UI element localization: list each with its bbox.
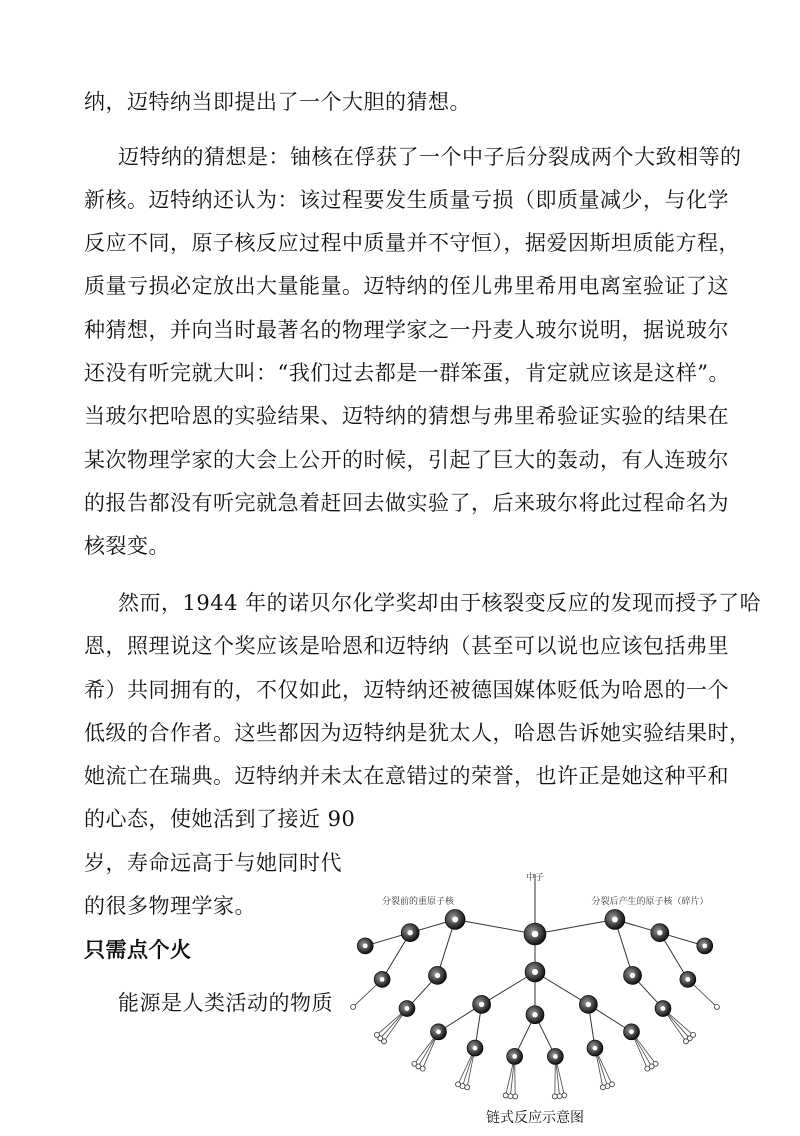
paragraph-line: 还没有听完就大叫：“我们过去都是一群笨蛋，肯定就应该是这样”。 <box>84 361 730 385</box>
paragraph-line: 她流亡在瑞典。迈特纳并未太在意错过的荣誉，也许正是她这种平和 <box>84 764 729 788</box>
nucleus-core <box>553 1054 558 1059</box>
neutron-dot <box>714 1004 719 1009</box>
paragraph-line: 质量亏损必定放出大量能量。迈特纳的侄儿弗里希用电离室验证了这 <box>84 274 729 298</box>
nucleus-core <box>363 944 368 949</box>
neutron-path <box>455 919 535 934</box>
nucleus-core <box>685 977 690 982</box>
nucleus-core <box>661 1006 666 1011</box>
nucleus-core <box>435 973 440 978</box>
nucleus-core <box>473 1046 478 1051</box>
paragraph-line: 然而，1944 年的诺贝尔化学奖却由于核裂变反应的发现而授予了哈 <box>118 591 762 615</box>
nucleus-core <box>702 944 707 949</box>
nucleus-core <box>452 916 458 922</box>
neutron-dot <box>513 1094 518 1099</box>
neutron-dot <box>503 1093 508 1098</box>
paragraph-line: 种猜想，并向当时最著名的物理学家之一丹麦人玻尔说明，据说玻尔 <box>84 318 729 342</box>
neutron-dot <box>374 1032 379 1037</box>
paragraph-line: 某次物理学家的大会上公开的时候，引起了巨大的轰动，有人连玻尔 <box>84 448 729 472</box>
neutron-dot <box>557 1094 562 1099</box>
diagram-elements <box>351 874 720 1099</box>
neutron-dot <box>605 1084 610 1089</box>
chain-reaction-diagram <box>350 866 720 1102</box>
neutron-dot <box>552 1094 557 1099</box>
paragraph-line: 迈特纳的猜想是：铀核在俘获了一个中子后分裂成两个大致相等的 <box>118 145 742 169</box>
paragraph-line: 当玻尔把哈恩的实验结果、迈特纳的猜想与弗里希验证实验的结果在 <box>84 404 729 428</box>
neutron-dot <box>351 1004 356 1009</box>
paragraph-line: 能源是人类活动的物质 <box>118 991 333 1015</box>
nucleus-core <box>629 1029 634 1034</box>
neutron-dot <box>645 1066 650 1071</box>
nucleus-core <box>405 1006 410 1011</box>
neutron-label: 中子 <box>525 873 545 883</box>
nucleus-core <box>532 969 538 975</box>
fragments-label: 分裂后产生的原子核（碎片） <box>591 897 709 907</box>
paragraph-line: 低级的合作者。这些都因为迈特纳是犹太人，哈恩告诉她实验结果时， <box>84 721 751 745</box>
paragraph-line: 核裂变。 <box>84 534 170 558</box>
nucleus-core <box>532 931 539 938</box>
nucleus-core <box>380 977 385 982</box>
nucleus-core <box>657 930 662 935</box>
nucleus-core <box>593 1046 598 1051</box>
paragraph-line: 岁，寿命远高于与她同时代 <box>84 851 342 875</box>
nucleus-core <box>586 1002 591 1007</box>
paragraph-line: 的心态，使她活到了接近 90 <box>84 807 356 831</box>
neutron-path <box>535 919 615 934</box>
neutron-dot <box>456 1082 461 1087</box>
paragraph-line: 希）共同拥有的，不仅如此，迈特纳还被德国媒体贬低为哈恩的一个 <box>84 678 729 702</box>
nucleus-core <box>436 1029 441 1034</box>
paragraph-line: 新核。迈特纳还认为：该过程要发生质量亏损（即质量减少，与化学 <box>84 188 729 212</box>
paragraph-line: 反应不同，原子核反应过程中质量并不守恒），据爱因斯坦质能方程， <box>84 231 740 255</box>
paragraph-line: 的报告都没有听完就急着赶回去做实验了，后来玻尔将此过程命名为 <box>84 491 729 515</box>
section-heading: 只需点个火 <box>84 938 192 962</box>
nucleus-core <box>612 916 618 922</box>
nucleus-core <box>512 1054 517 1059</box>
neutron-dot <box>562 1093 567 1098</box>
nucleus-core <box>479 1002 484 1007</box>
pre-fission-nucleus-label: 分裂前的重原子核 <box>381 897 455 907</box>
paragraph-line: 纳，迈特纳当即提出了一个大胆的猜想。 <box>84 90 471 114</box>
nucleus-core <box>407 930 412 935</box>
paragraph-line: 的很多物理学家。 <box>84 894 256 918</box>
neutron-dot <box>683 1039 688 1044</box>
nucleus-core <box>532 1012 537 1017</box>
neutron-dot <box>465 1085 470 1090</box>
neutron-dot <box>412 1061 417 1066</box>
figure-caption: 链式反应示意图 <box>486 1110 584 1126</box>
neutron-dot <box>600 1085 605 1090</box>
paragraph-line: 恩，照理说这个奖应该是哈恩和迈特纳（甚至可以说也应该包括弗里 <box>84 634 729 658</box>
neutron-dot <box>508 1094 513 1099</box>
nucleus-core <box>630 973 635 978</box>
